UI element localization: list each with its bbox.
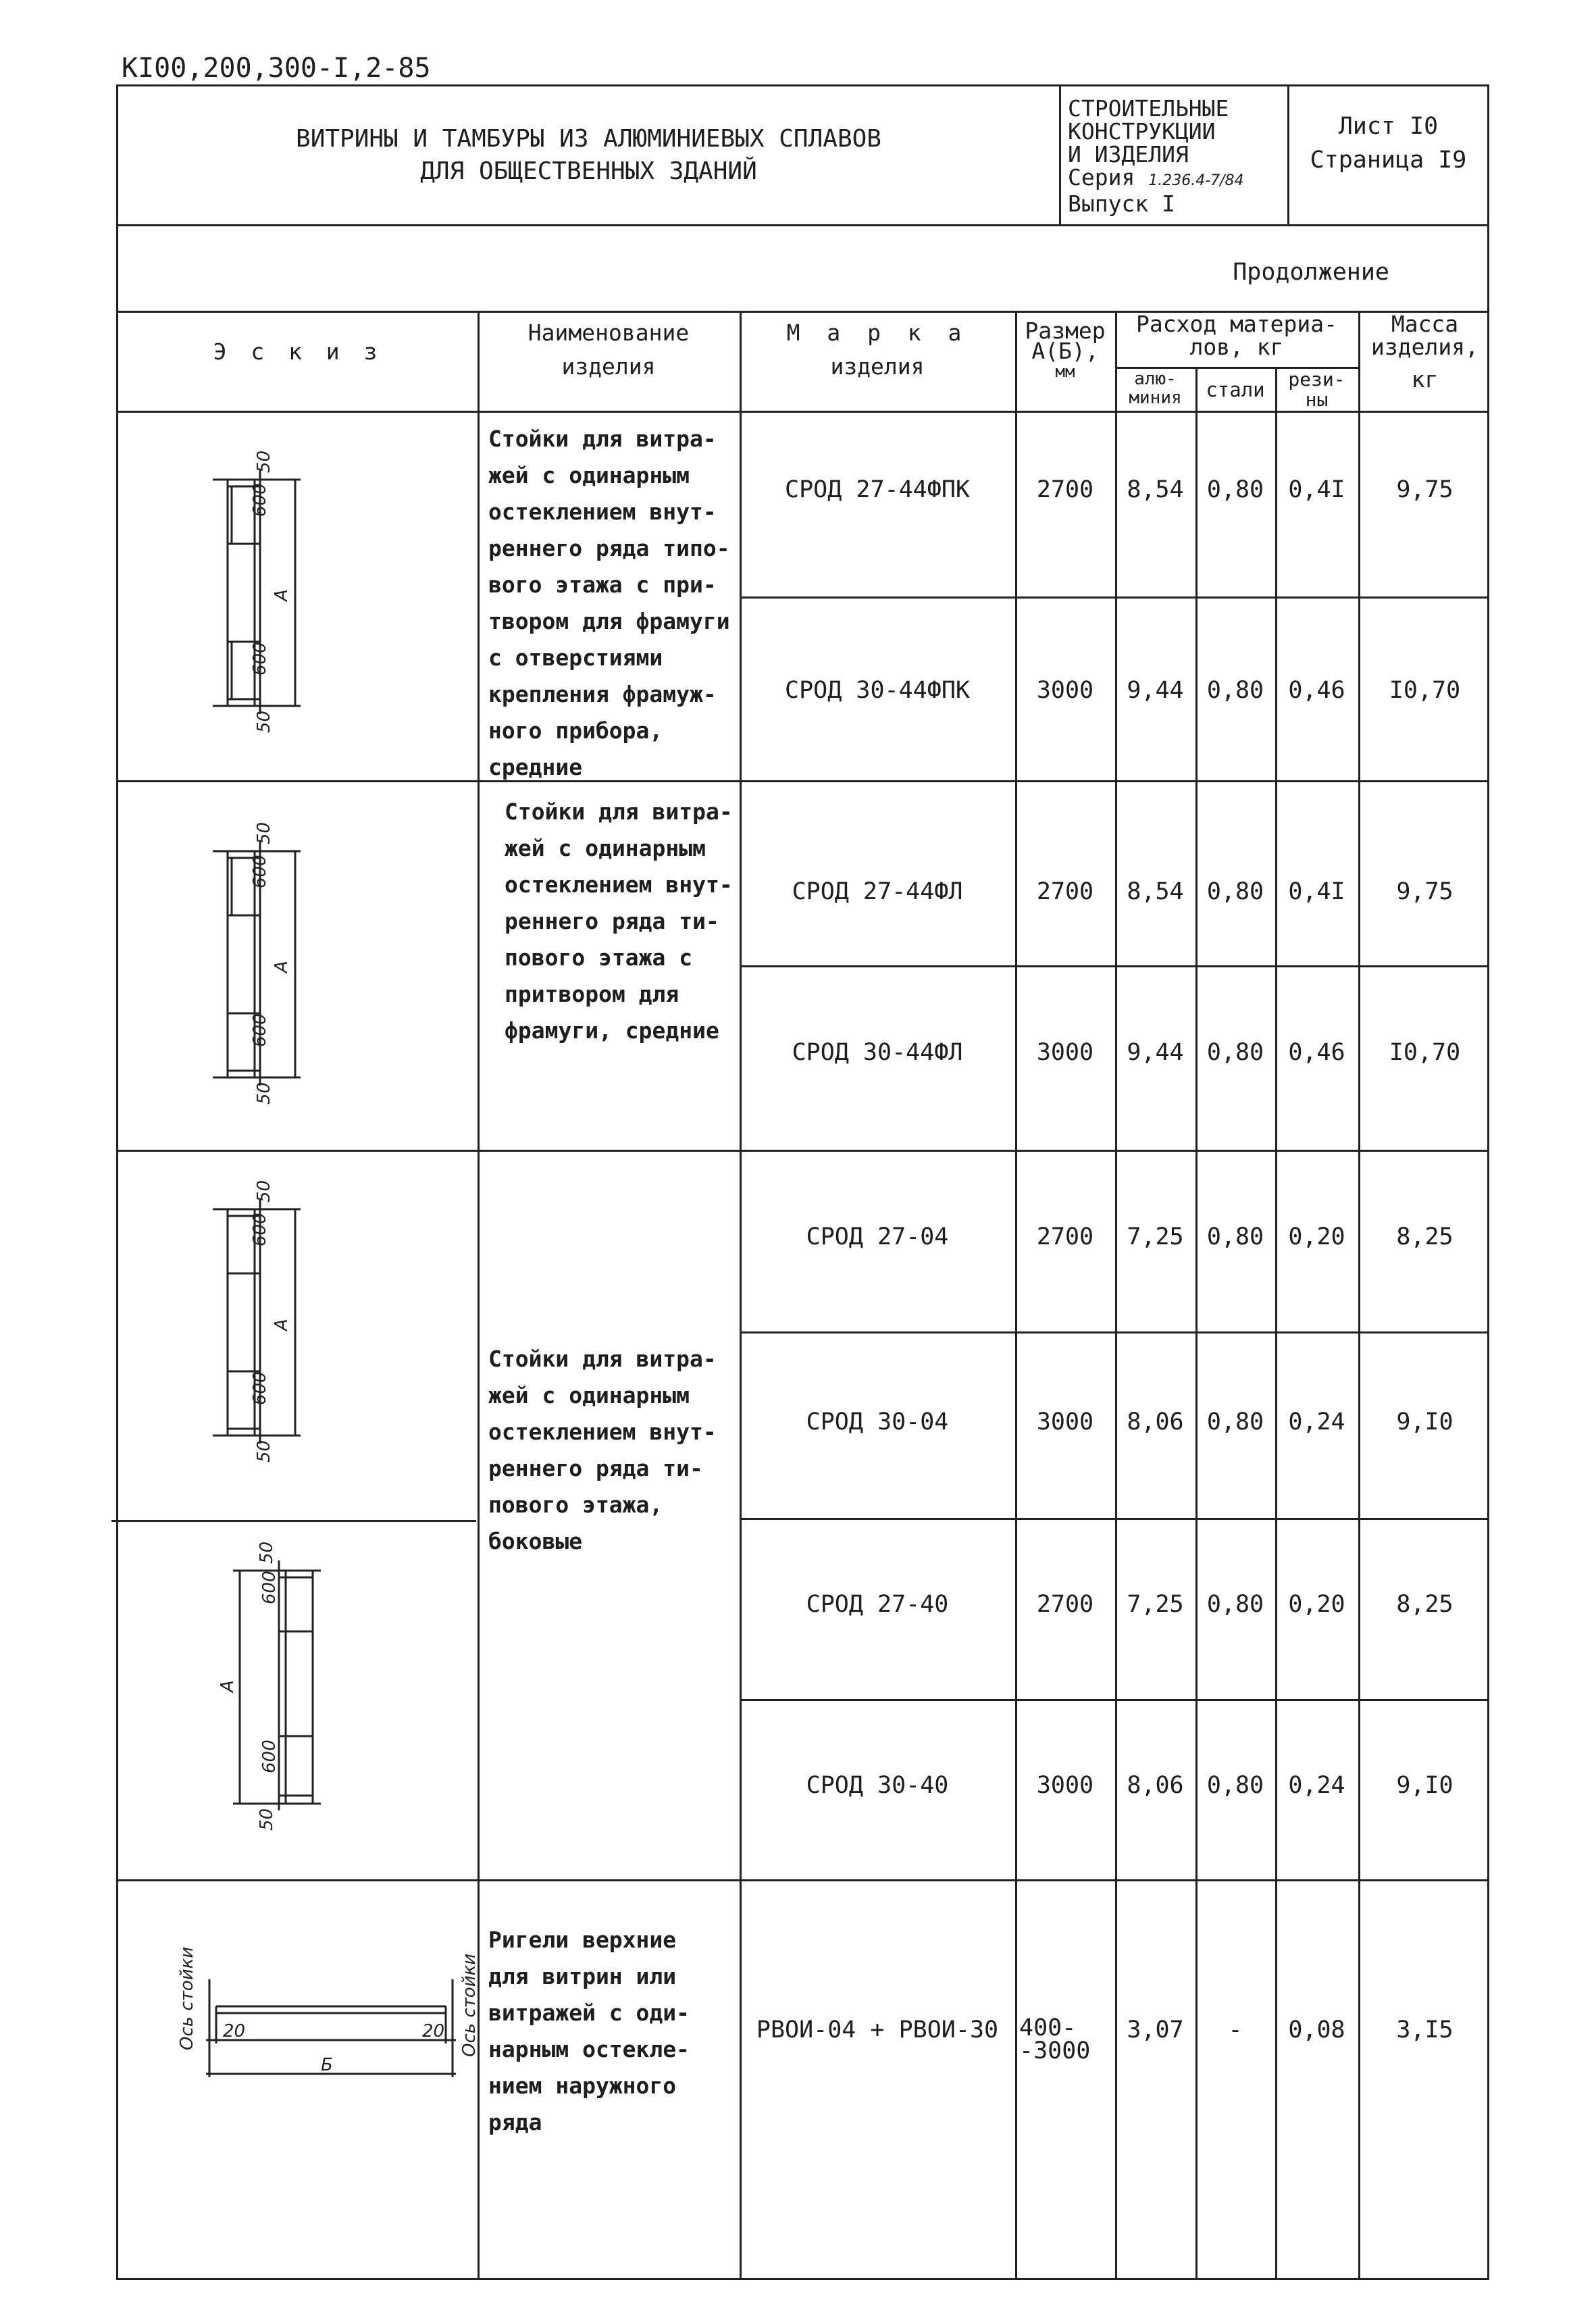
row-9-size [1015, 2016, 1119, 2062]
group-name-1 [488, 421, 730, 786]
header-steel: стали [1206, 378, 1265, 401]
sheet-number: Лист I0 [1338, 113, 1439, 140]
dim-50-label: 50 [254, 821, 274, 844]
row-3-mass: 9,75 [1396, 878, 1453, 905]
col-rule-mark [740, 311, 742, 2278]
dim-600-label: 600 [259, 1571, 280, 1604]
row-8-aluminum: 8,06 [1127, 1772, 1184, 1799]
dim-50-label: 50 [254, 1082, 274, 1104]
row-rule-6 [740, 1518, 1487, 1520]
row-2-steel: 0,80 [1206, 677, 1264, 704]
name-line: остеклением внут- [488, 1419, 717, 1445]
row-7-mass: 8,25 [1396, 1591, 1453, 1618]
name-line: реннего ряда ти- [488, 1455, 703, 1481]
dim-600-label: 600 [250, 855, 270, 888]
header-size-line-1: Размер [1025, 317, 1106, 344]
row-7-aluminum: 7,25 [1127, 1591, 1184, 1618]
name-line: нием наружного [488, 2073, 677, 2099]
dim-50-label: 50 [254, 710, 274, 733]
row-3-size: 2700 [1036, 878, 1094, 905]
name-line: витражей с оди- [488, 2000, 690, 2026]
sketch-split-rule [111, 1520, 476, 1522]
name-line: жей с одинарным [488, 1382, 690, 1408]
series-label: Серия [1068, 164, 1135, 190]
header-aluminum-line-1: алю- [1134, 369, 1177, 389]
row-8-steel: 0,80 [1206, 1772, 1264, 1799]
row-6-steel: 0,80 [1206, 1408, 1264, 1435]
row-4-mass: I0,70 [1389, 1039, 1461, 1066]
row-rule-3 [740, 965, 1487, 967]
title-line-2: ДЛЯ ОБЩЕСТВЕННЫХ ЗДАНИЙ [420, 157, 757, 185]
dim-50-label: 50 [254, 1179, 274, 1202]
series-line-3: И ИЗДЕЛИЯ [1068, 141, 1189, 168]
sketch-post-4 [192, 1540, 449, 1851]
row-7-size: 2700 [1036, 1591, 1094, 1618]
name-line: притвором для [505, 981, 679, 1007]
header-name [478, 321, 740, 379]
name-line: Ригели верхние [488, 1927, 677, 1953]
document-code: КI00,200,300-I,2-85 [122, 53, 431, 84]
header-size-line-2: А(Б), [1031, 338, 1099, 364]
row-6-mark: СРОД 30-04 [806, 1408, 949, 1435]
name-line: для витрин или [488, 1963, 677, 1989]
row-2-mass: I0,70 [1389, 677, 1461, 704]
header-rubber-line-1: рези- [1288, 368, 1345, 390]
dim-20-label: 20 [422, 2021, 445, 2041]
header-mark-line-1: М а р к а [786, 320, 969, 346]
row-9-aluminum: 3,07 [1127, 2016, 1184, 2043]
name-line: твором для фрамуги [488, 608, 730, 634]
header-aluminum-line-2: миния [1129, 388, 1182, 408]
row-9-mark: РВОИ-04 + РВОИ-30 [756, 2016, 999, 2043]
series-block [1061, 86, 1289, 224]
col-rule-aluminum [1115, 311, 1117, 2278]
series-number [1068, 166, 1287, 193]
row-3-mark: СРОД 27-44ФЛ [792, 878, 963, 905]
row-3-steel: 0,80 [1206, 878, 1264, 905]
header-rubber [1275, 370, 1358, 410]
row-8-rubber: 0,24 [1288, 1772, 1345, 1799]
row-1-rubber: 0,4I [1288, 476, 1345, 503]
row-2-aluminum: 9,44 [1127, 677, 1184, 704]
sketch-post-2 [199, 821, 442, 1125]
row-rule-7 [740, 1699, 1487, 1701]
axis-label: Ось стойки [177, 1946, 197, 2050]
dim-a-label: А [272, 1319, 292, 1331]
row-2-rubber: 0,46 [1288, 677, 1345, 704]
group-name-4 [488, 1922, 690, 2141]
series-value: 1.236.4-7/84 [1148, 172, 1244, 189]
row-6-size: 3000 [1036, 1408, 1094, 1435]
row-5-aluminum: 7,25 [1127, 1223, 1184, 1250]
row-1-aluminum: 8,54 [1127, 476, 1184, 503]
row-8-mark: СРОД 30-40 [806, 1772, 949, 1799]
title-line-1: ВИТРИНЫ И ТАМБУРЫ ИЗ АЛЮМИНИЕВЫХ СПЛАВОВ [296, 125, 881, 153]
header-name-line-2: изделия [561, 353, 656, 380]
dim-600-label: 600 [250, 483, 270, 517]
row-1-size: 2700 [1036, 476, 1094, 503]
name-line: Стойки для витра- [488, 1346, 717, 1372]
col-rule-steel [1195, 367, 1198, 2278]
name-line: остеклением внут- [488, 499, 717, 525]
dim-50-label: 50 [254, 1440, 274, 1463]
header-sketch: Э с к и з [213, 338, 383, 365]
dim-50-label: 50 [257, 1808, 277, 1831]
series-line-1: СТРОИТЕЛЬНЫЕ [1068, 95, 1229, 122]
header-consumption-line-1: Расход материа- [1135, 311, 1337, 337]
header-bottom-rule [118, 411, 1487, 413]
row-9-mass: 3,I5 [1396, 2016, 1453, 2043]
row-4-mark: СРОД 30-44ФЛ [792, 1039, 963, 1066]
dim-50-label: 50 [257, 1541, 277, 1564]
row-5-mark: СРОД 27-04 [806, 1223, 949, 1250]
specification-table [116, 226, 1489, 2280]
row-8-size: 3000 [1036, 1772, 1094, 1799]
row-4-size: 3000 [1036, 1039, 1094, 1066]
page-number: Страница I9 [1310, 147, 1467, 174]
row-9-size-line-1: 400- [1019, 2014, 1077, 2041]
header-size-line-3: мм [1055, 362, 1075, 381]
document-title [118, 86, 1061, 224]
name-line: пового этажа с [505, 944, 693, 971]
row-5-size: 2700 [1036, 1223, 1094, 1250]
col-rule-rubber [1275, 367, 1277, 2278]
row-rule-1 [740, 596, 1487, 599]
name-line: ного прибора, [488, 717, 663, 744]
row-4-aluminum: 9,44 [1127, 1039, 1184, 1066]
row-5-steel: 0,80 [1206, 1223, 1264, 1250]
row-9-rubber: 0,08 [1288, 2016, 1345, 2043]
col-rule-size [1015, 311, 1017, 2278]
dim-a-label: А [272, 961, 292, 973]
row-6-mass: 9,I0 [1396, 1408, 1453, 1435]
sheet-block [1289, 86, 1487, 224]
name-line: пового этажа, [488, 1492, 663, 1518]
name-line: вого этажа с при- [488, 571, 717, 598]
row-2-size: 3000 [1036, 677, 1094, 704]
header-rubber-line-2: ны [1305, 388, 1329, 411]
row-5-mass: 8,25 [1396, 1223, 1453, 1250]
row-4-steel: 0,80 [1206, 1039, 1264, 1066]
title-block [116, 84, 1489, 226]
name-line: Стойки для витра- [488, 426, 717, 452]
dim-600-label: 600 [250, 1213, 270, 1246]
name-line: Стойки для витра- [505, 798, 733, 825]
name-line: средние [488, 754, 583, 780]
name-line: фрамуги, средние [505, 1017, 719, 1044]
row-3-rubber: 0,4I [1288, 878, 1345, 905]
row-rule-5 [740, 1331, 1487, 1333]
dim-600-label: 600 [250, 1371, 270, 1405]
row-7-mark: СРОД 27-40 [806, 1591, 949, 1618]
dim-20-label: 20 [223, 2021, 246, 2041]
group-rule-2 [118, 1150, 1487, 1152]
header-mark-line-2: изделия [830, 353, 925, 380]
header-size [1015, 317, 1115, 382]
dim-50-label: 50 [254, 450, 274, 473]
row-7-rubber: 0,20 [1288, 1591, 1345, 1618]
name-line: с отверстиями [488, 644, 663, 671]
row-1-steel: 0,80 [1206, 476, 1264, 503]
header-mass-line-2: изделия, [1371, 334, 1478, 360]
header-consumption [1115, 313, 1358, 359]
header-mass [1358, 313, 1491, 391]
dim-600-label: 600 [250, 642, 270, 676]
col-rule-mass [1358, 311, 1360, 2278]
row-6-aluminum: 8,06 [1127, 1408, 1184, 1435]
series-line-2: КОНСТРУКЦИИ [1068, 118, 1216, 145]
row-7-steel: 0,80 [1206, 1591, 1264, 1618]
name-line: жей с одинарным [505, 835, 706, 861]
name-line: реннего ряда ти- [505, 908, 719, 934]
header-name-line-1: Наименование [527, 320, 690, 346]
header-consumption-line-2: лов, кг [1189, 334, 1284, 360]
axis-label: Ось стойки [459, 1953, 480, 2057]
row-2-mark: СРОД 30-44ФПК [785, 677, 970, 704]
name-line: ряда [488, 2109, 542, 2135]
name-line: реннего ряда типо- [488, 535, 730, 561]
dim-600-label: 600 [250, 1013, 270, 1047]
group-rule-1 [118, 780, 1487, 782]
sketch-transom [152, 1915, 480, 2118]
row-9-steel: - [1228, 2016, 1243, 2043]
row-8-mass: 9,I0 [1396, 1772, 1453, 1799]
row-1-mark: СРОД 27-44ФПК [785, 476, 970, 503]
issue-number: Выпуск I [1068, 190, 1175, 217]
row-9-size-line-2: -3000 [1019, 2037, 1091, 2064]
dim-a-label: А [272, 589, 292, 601]
row-5-rubber: 0,20 [1288, 1223, 1345, 1250]
dim-b-label: Б [321, 2055, 333, 2075]
name-line: жей с одинарным [488, 462, 690, 488]
group-name-2 [505, 794, 733, 1049]
name-line: боковые [488, 1528, 583, 1554]
header-mass-line-3: кг [1411, 366, 1439, 392]
continuation-label: Продолжение [1233, 259, 1389, 286]
row-4-rubber: 0,46 [1288, 1039, 1345, 1066]
dim-600-label: 600 [259, 1739, 280, 1773]
header-aluminum [1115, 370, 1195, 407]
row-3-aluminum: 8,54 [1127, 878, 1184, 905]
group-name-3 [488, 1341, 717, 1560]
header-mass-line-1: Масса [1391, 311, 1459, 337]
row-1-mass: 9,75 [1396, 476, 1453, 503]
sketch-post-3 [199, 1179, 442, 1483]
dim-a-label: А [217, 1680, 238, 1692]
row-6-rubber: 0,24 [1288, 1408, 1345, 1435]
group-rule-3 [118, 1879, 1487, 1881]
sketch-post-1 [199, 449, 442, 753]
name-line: нарным остекле- [488, 2036, 690, 2062]
name-line: остеклением внут- [505, 871, 733, 898]
name-line: крепления фрамуж- [488, 681, 717, 707]
header-mark [740, 321, 1015, 379]
